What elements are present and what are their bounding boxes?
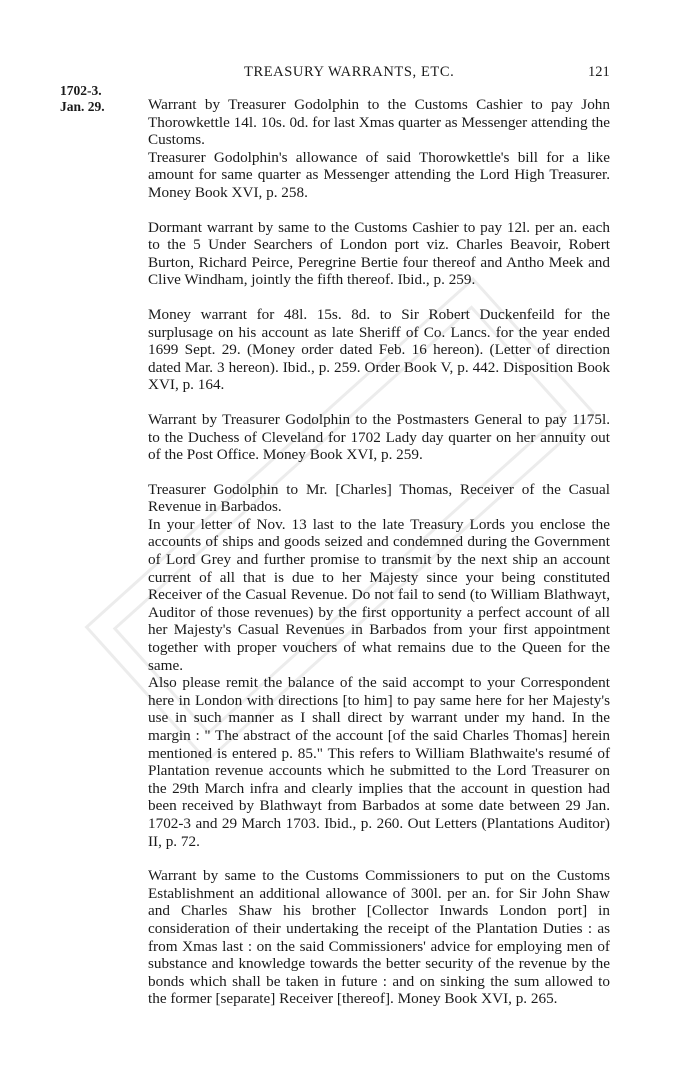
paragraph: Also please remit the balance of the said accompt to your Correspondent here in London with directions [to him] to pay same here for her Majesty's use in such manner as I shall direct by warrant under my hand. In the margin : " The abstract of the account [of the said Charles Thomas] herein mentioned is entered p. 85." This refers to William Blathwaite's resumé of Plantation revenue accounts which he submitted to the Lord Treasurer on the 29th March infra and clearly implies that the account in question had been received by Blathwayt from Barbados at some date between 29 Jan. 1702-3 and 29 March 1703. Ibid., p. 260. Out Letters (Plantations Auditor) II, p. 72. bbox=[148, 674, 610, 850]
margin-year: 1702-3. bbox=[60, 83, 102, 98]
entry bbox=[148, 867, 610, 1008]
paragraph: Money warrant for 48l. 15s. 8d. to Sir Robert Duckenfeild for the surplusage on his account as late Sheriff of Co. Lancs. for the year ended 1699 Sept. 29. (Money order dated Feb. 16 hereon). (Letter of direction dated Mar. 3 hereon). Ibid., p. 259. Order Book V, p. 442. Disposition Book XVI, p. 164. bbox=[148, 305, 610, 394]
entry bbox=[148, 411, 610, 464]
paragraph: Treasurer Godolphin's allowance of said Thorowkettle's bill for a like amount for same quarter as Messenger attending the Lord High Treasurer. Money Book XVI, p. 258. bbox=[148, 148, 610, 201]
margin-date: Jan. 29. bbox=[60, 99, 105, 114]
entry bbox=[148, 96, 610, 202]
paragraph: Treasurer Godolphin to Mr. [Charles] Thomas, Receiver of the Casual Revenue in Barbados. bbox=[148, 480, 610, 516]
running-head: TREASURY WARRANTS, ETC. bbox=[244, 64, 455, 80]
paragraph: Warrant by same to the Customs Commissioners to put on the Customs Establishment an additional allowance of 300l. per an. for Sir John Shaw and Charles Shaw his brother [Collector Inwards London port] in consideration of their undertaking the receipt of the Plantation Duties : as from Xmas last : on the said Commissioners' advice for employing men of substance and knowledge towards the better security of the revenue by the bonds which shall be taken in future : and on sinking the sum allowed to the former [separate] Receiver [thereof]. Money Book XVI, p. 265. bbox=[148, 867, 610, 1008]
entry bbox=[148, 306, 610, 394]
paragraph: Dormant warrant by same to the Customs Cashier to pay 12l. per an. each to the 5 Under Searchers of London port viz. Charles Beavoir, Robert Burton, Richard Peirce, Peregrine Bertie four thereof and Antho Meek and Clive Windham, jointly the fifth thereof. Ibid., p. 259. bbox=[148, 218, 610, 289]
page-number: 121 bbox=[588, 64, 610, 80]
paragraph: In your letter of Nov. 13 last to the late Treasury Lords you enclose the accounts of ships and goods seized and condemned during the Government of Lord Grey and further promise to transmit by the next ship an account current of all that is due to her Majesty since your being constituted Receiver of the Casual Revenue. Do not fail to send (to William Blathwayt, Auditor of those revenues) by the first opportunity a perfect account of all her Majesty's Casual Revenues in Barbados from your first appointment together with proper vouchers of what remains due to the Queen for the same. bbox=[148, 515, 610, 674]
entry bbox=[148, 219, 610, 289]
paragraph: Warrant by Treasurer Godolphin to the Postmasters General to pay 1175l. to the Duchess of Cleveland for 1702 Lady day quarter on her annuity out of the Post Office. Money Book XVI, p. 259. bbox=[148, 410, 610, 464]
entry bbox=[148, 481, 610, 850]
page-body bbox=[148, 96, 610, 1025]
paragraph: Warrant by Treasurer Godolphin to the Customs Cashier to pay John Thorowkettle 14l. 10s. 0d. for last Xmas quarter as Messenger attending the Customs. bbox=[148, 96, 610, 149]
